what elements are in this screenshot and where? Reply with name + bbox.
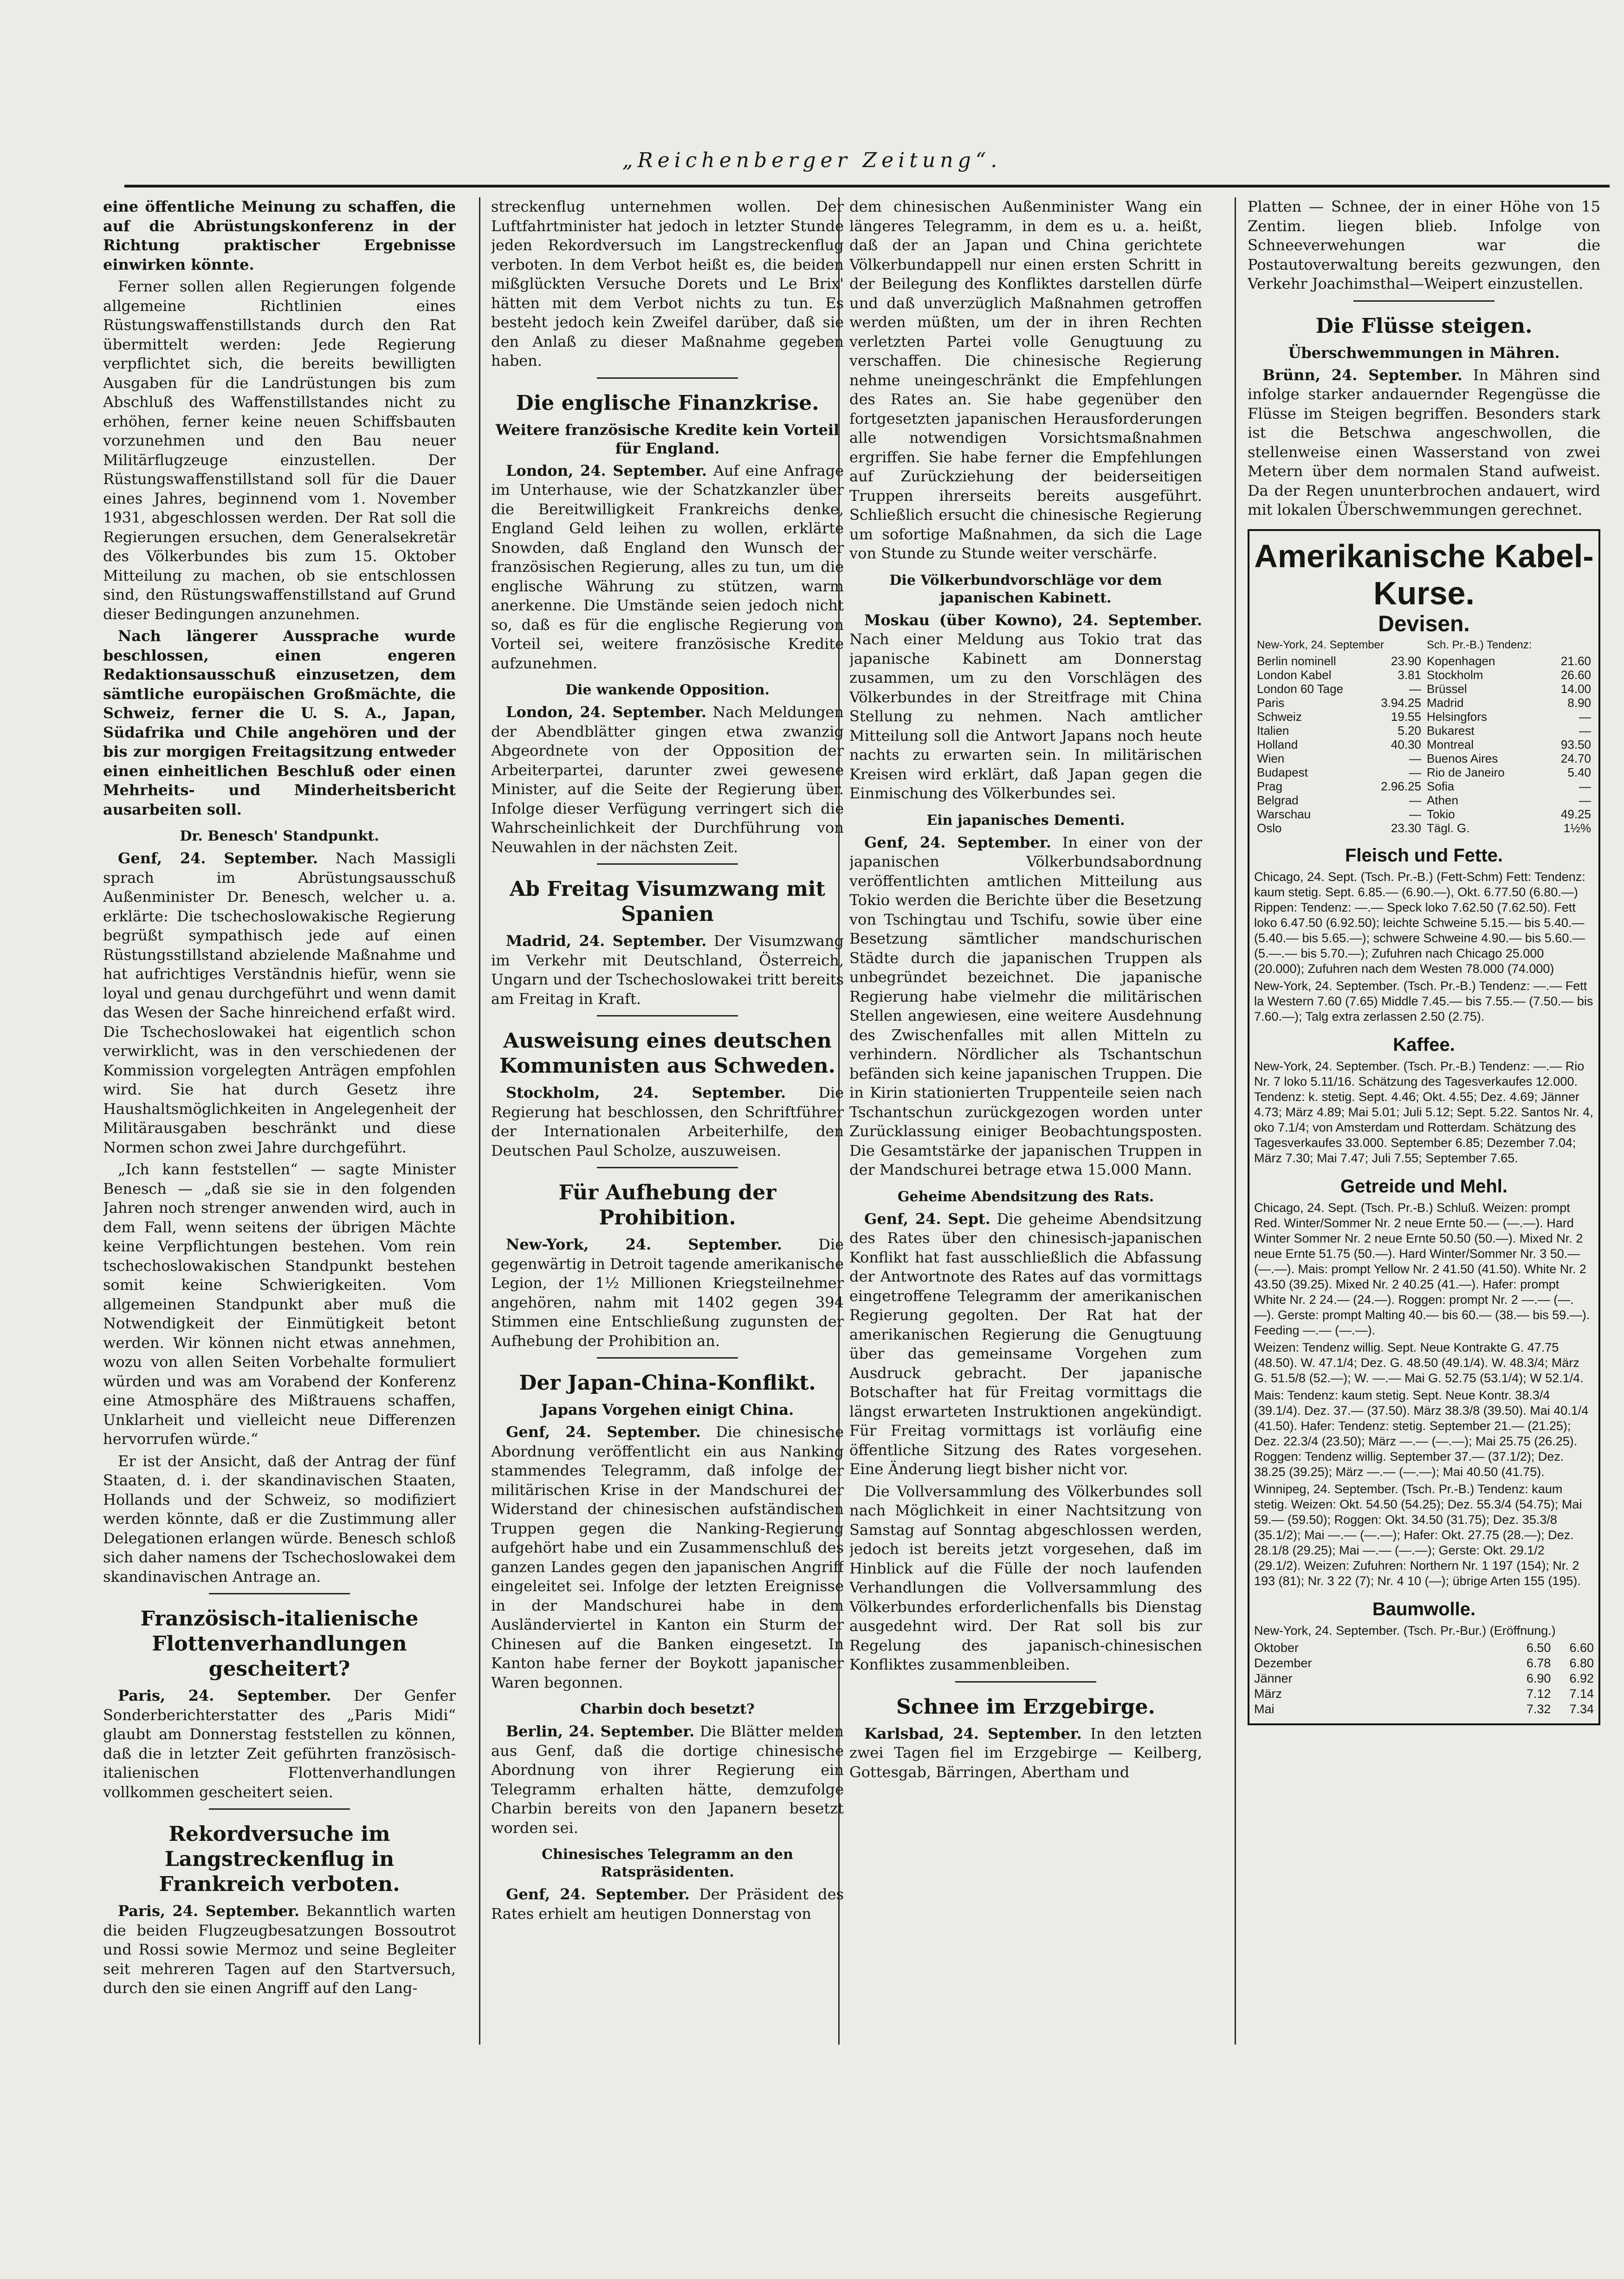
article-text: Die Vollversammlung des Völkerbundes soll nach Möglichkeit in einer Nachtsitzung von Samstag auf Sonntag abgeschlossen werden, jedoch ist bereits jetzt vorgesehen, daß im Hinblick auf die Fülle der noch laufenden Verhandlungen die Vollversammlung des Völkerbundes erforderlichenfalls bis Dienstag ausgedehnt wird. Der Rat soll bis zur Regelung des japanisch-chinesischen Konfliktes zusammenbleiben.: [849, 1482, 1202, 1673]
cotton-month: Mai: [1254, 1702, 1275, 1716]
cotton-month: März: [1254, 1687, 1282, 1701]
fx-label: Helsingfors: [1427, 710, 1488, 724]
article-text: Genf, 24. Sept. Die geheime Abendsitzung des Rates über den chinesisch-japanischen Konflikt hat fast ausschließlich die Abfassung der Antwortnote des Rates auf das vormittags eingetroffene Telegramm der amerikanischen Regierung gegolten. Der Rat hat der amerikanischen Regierung die Genugtuung über das gemeinsame Vorgehen zum Ausdruck gebracht. Der japanische Botschafter hat für Freitag vormittags die längst erwarteten Instruktionen angekündigt. Für Freitag vormittags ist vorläufig eine öffentliche Sitzung des Rates vorgesehen. Eine Änderung liegt bisher nicht vor.: [849, 1210, 1202, 1478]
subheading: Weitere französische Kredite kein Vorteil für England.: [495, 421, 840, 457]
dateline: Brünn, 24. September.: [1262, 366, 1462, 384]
subheading: Überschwemmungen in Mähren.: [1288, 343, 1560, 362]
dateline: Berlin, 24. September.: [506, 1722, 695, 1740]
commodity-text: Weizen: Tendenz willig. Sept. Neue Kontrakte G. 47.75 (48.50). W. 47.1/4; Dez. G. 48.50 (49.1/4). W. 48.3/4; März G. 51.5/8 (52.—); W. —.— Mai G. 52.75 (53.1/4); W 52.1/4.: [1254, 1340, 1584, 1385]
cotton-row: [1254, 1671, 1594, 1686]
separator: [1353, 300, 1495, 302]
article-text: Er ist der Ansicht, daß der Antrag der fünf Staaten, d. i. der skandinavischen Staaten, Hollands und der Schweiz, so modifiziert werden könnte, daß er die Zustimmung aller Delegationen erlangen würde. Benesch schloß sich daher namens der Tschechoslowakei dem skandinavischen Antrage an.: [103, 1452, 456, 1586]
fx-label: Belgrad: [1257, 793, 1299, 807]
subheading: Charbin doch besetzt?: [580, 1701, 755, 1717]
fx-value: 3.81: [1398, 668, 1421, 682]
fx-row: [1427, 710, 1591, 724]
column-3: [849, 197, 1202, 2096]
fx-value: 3.94.25: [1381, 696, 1421, 710]
column-1: [103, 197, 456, 2096]
dateline: London, 24. September.: [506, 461, 707, 479]
separator: [955, 1681, 1096, 1683]
fx-value: —: [1579, 724, 1591, 738]
subheading: Geheime Abendsitzung des Rats.: [897, 1188, 1154, 1205]
fx-value: 1½%: [1563, 821, 1591, 835]
subheading: Ein japanisches Dementi.: [926, 812, 1125, 829]
article-text: Nach längerer Aussprache wurde beschlossen, einen engeren Redaktionsausschuß einzusetzen, dem sämtliche europäischen Großmächte, die Schweiz, ferner die U. S. A., Japan, Südafrika und Chile angehören und der bis zur morgigen Freitagsitzung entweder einen einheitlichen Beschluß oder einen Mehrheits- und Minderheitsbericht ausarbeiten soll.: [103, 627, 456, 818]
fx-value: 49.25: [1560, 807, 1591, 821]
headline: Die englische Finanzkrise.: [516, 391, 819, 415]
column-divider: [479, 197, 480, 2045]
fx-label: Buenos Aires: [1427, 751, 1498, 765]
fx-label: Prag: [1257, 779, 1282, 793]
separator: [209, 1808, 350, 1810]
fx-value: 14.00: [1560, 682, 1591, 696]
fx-header: Sch. Pr.-B.) Tendenz:: [1427, 639, 1532, 651]
dateline: Genf, 24. September.: [506, 1423, 701, 1441]
separator: [209, 1593, 350, 1594]
fx-value: 8.90: [1567, 696, 1591, 710]
cotton-values: 7.32 7.34: [1526, 1702, 1594, 1716]
fx-label: Oslo: [1257, 821, 1282, 835]
fx-column-left: [1254, 638, 1424, 835]
commodity-heading: Kaffee.: [1393, 1035, 1455, 1055]
fx-row: [1427, 765, 1591, 779]
dateline: New-York, 24. September.: [506, 1236, 783, 1253]
article-text: Karlsbad, 24. September. In den letzten zwei Tagen fiel im Erzgebirge — Keilberg, Gottesgab, Bärringen, Abertham und: [849, 1724, 1202, 1781]
subheading: Dr. Benesch' Standpunkt.: [180, 828, 379, 844]
market-subtitle: Devisen.: [1378, 611, 1470, 636]
commodity-text: Chicago, 24. Sept. (Tsch. Pr.-B.) (Fett-Schm) Fett: Tendenz: kaum stetig. Sept. 6.85.— (6.90.—), Okt. 6.77.50 (6.80.—) Rippen: Tendenz: —.— Speck loko 7.62.50 (7.62.50). Fett loko 6.47.50 (6.92.50); leichte Schweine 5.15.— bis 5.40.— (5.40.— bis 5.65.—); schwere Schweine 4.90.— bis 5.60.— (5.—.— bis 5.70.—); Zufuhren nach Chicago 25.000 (20.000); Zufuhren nach dem Westen 78.000 (74.000): [1254, 870, 1585, 976]
fx-label: Stockholm: [1427, 668, 1483, 682]
dateline: Stockholm, 24. September.: [506, 1084, 786, 1101]
article-text: Stockholm, 24. September. Die Regierung hat beschlossen, den Schriftführer der Internationalen Arbeiterhilfe, den Deutschen Paul Scholze, auszuweisen.: [491, 1084, 844, 1159]
fx-row: [1427, 793, 1591, 807]
fx-value: —: [1409, 765, 1421, 779]
fx-label: Bukarest: [1427, 724, 1475, 738]
fx-value: —: [1409, 807, 1421, 821]
fx-label: Paris: [1257, 696, 1285, 710]
fx-label: Budapest: [1257, 765, 1308, 779]
separator: [597, 1015, 738, 1016]
cotton-row: [1254, 1702, 1594, 1717]
article-text: Genf, 24. September. Der Präsident des Rates erhielt am heutigen Donnerstag von: [491, 1885, 844, 1923]
fx-header: New-York, 24. September: [1257, 639, 1384, 651]
fx-label: Tägl. G.: [1427, 821, 1470, 835]
fx-row: [1427, 751, 1591, 765]
cotton-row: [1254, 1686, 1594, 1702]
article-text: London, 24. September. Auf eine Anfrage im Unterhause, wie der Schatzkanzler über die Bereitwilligkeit Frankreichs denke, England Geld leihen zu wollen, erklärte Snowden, daß England den Wunsch der französischen Regierung, alles zu tun, um die englische Währung zu stützen, warm anerkenne. Die Umstände seien jedoch nicht so, daß es für die englische Regierung von Vorteil sei, weitere französische Kredite aufzunehmen.: [491, 461, 844, 672]
fx-row: [1257, 668, 1421, 682]
article-text: „Ich kann feststellen“ — sagte Minister Benesch — „daß sie sie in den folgenden Jahren noch strenger anwenden wird, auch in dem Fall, wenn seitens der übrigen Mächte keine Verpflichtungen bestehen. Vom rein tschechoslowakischen Standpunkt bestehen somit keine Schwierigkeiten. Vom allgemeinen Standpunkt aber muß die Notwendigkeit der Einmütigkeit betont werden. Wir können nicht etwas annehmen, wozu von allen Seiten Vorbehalte formuliert würden und was am Vorabend der Konferenz eine Atmosphäre des Mißtrauens schaffen, Unklarheit und vielleicht neue Differenzen hervorrufen würde.“: [103, 1160, 456, 1448]
commodity-text: Winnipeg, 24. September. (Tsch. Pr.-B.) Tendenz: kaum stetig. Weizen: Okt. 54.50 (54.25); Dez. 55.3/4 (54.75); Mai 59.— (59.50); Roggen: Okt. 34.50 (31.75); Dez. 35.3/8 (35.1/2); Mai —.— (—.—); Hafer: Okt. 27.75 (28.—); Dez. 28.1/8 (29.25); Mai —.— (—.—); Gerste: Okt. 29.1/2 (29.1/2). Weizen: Zufuhren: Northern Nr. 1 197 (154); Nr. 2 193 (81); Nr. 3 22 (7); Nr. 4 10 (—); übrige Arten 155 (195).: [1254, 1482, 1582, 1588]
dateline: Madrid, 24. September.: [506, 932, 707, 950]
commodity-heading: Fleisch und Fette.: [1345, 845, 1503, 866]
fx-row: [1427, 807, 1591, 821]
separator: [597, 863, 738, 865]
fx-row: [1257, 779, 1421, 793]
fx-row: [1427, 654, 1591, 668]
fx-label: Schweiz: [1257, 710, 1302, 724]
fx-label: Italien: [1257, 724, 1289, 738]
fx-value: 23.30: [1391, 821, 1421, 835]
headline: Ausweisung eines deutschen Kommunisten aus Schweden.: [499, 1029, 835, 1078]
column-4: [1248, 197, 1600, 2096]
article-text: Genf, 24. September. Nach Massigli sprach im Abrüstungsausschuß Außenminister Dr. Benesch, welcher u. a. erklärte: Die tschechoslowakische Regierung begrüßt sympathisch jede auf einen Rüstungsstillstand abzielende Maßnahme und hat aufrichtiges Verständnis hiefür, wenn sie loyal und genau durchgeführt und wenn damit das Wesen der Sache hinreichend erfaßt wird. Die Tschechoslowakei hat eigentlich schon verwirklicht, was in den verschiedenen der Kommission vorgelegten Anträgen empfohlen wird. Sie hat durch Gesetz ihre Haushaltsmöglichkeiten in Angelegenheit der Militärausgaben beschränkt und diese Normen schon zwei Jahre durchgeführt.: [103, 849, 456, 1156]
fx-row: [1427, 696, 1591, 710]
fx-table: [1254, 638, 1594, 835]
subheading: Chinesisches Telegramm an den Ratspräsidenten.: [542, 1846, 793, 1880]
headline: Rekordversuche im Langstreckenflug in Frankreich verboten.: [159, 1822, 400, 1896]
article-text: Paris, 24. September. Bekanntlich warten die beiden Flugzeugbesatzungen Bossoutrot und Rossi sowie Mermoz und seine Begleiter seit mehreren Tagen auf den Startversuch, durch den sie einen Angriff auf den Lang-: [103, 1902, 456, 1997]
fx-value: —: [1409, 793, 1421, 807]
fx-label: Berlin nominell: [1257, 654, 1336, 668]
fx-value: —: [1579, 793, 1591, 807]
fx-row: [1257, 654, 1421, 668]
article-text: Moskau (über Kowno), 24. September. Nach einer Meldung aus Tokio trat das japanische Kabinett am Donnerstag zusammen, um zu den Vorschlägen des Völkerbundes in der Streitfrage mit China Stellung zu nehmen. Nach amtlicher Mitteilung soll die Antwort Japans noch heute nachts zu erwarten sein. In militärischen Kreisen wird erklärt, daß Japan gegen die Einmischung des Völkerbundes sei.: [849, 611, 1202, 802]
article-text: Berlin, 24. September. Die Blätter melden aus Genf, daß die dortige chinesische Abordnung von ihrer Regierung ein Telegramm erhalten hätte, demzufolge Charbin bereits von den Japanern besetzt worden sei.: [491, 1722, 844, 1837]
cotton-month: Jänner: [1254, 1671, 1293, 1685]
fx-value: —: [1579, 779, 1591, 793]
cotton-month: Oktober: [1254, 1641, 1299, 1655]
cotton-values: 6.90 6.92: [1526, 1671, 1594, 1685]
commodity-heading: Getreide und Mehl.: [1340, 1176, 1508, 1197]
dateline: London, 24. September.: [506, 703, 707, 721]
fx-row: [1427, 682, 1591, 696]
fx-label: Kopenhagen: [1427, 654, 1495, 668]
article-text: New-York, 24. September. Die gegenwärtig in Detroit tagende amerikanische Legion, der 1½ Millionen Kriegsteilnehmer angehören, nahm mit 1402 gegen 394 Stimmen eine Entschließung zugunsten der Aufhebung der Prohibition an.: [491, 1236, 844, 1350]
cotton-values: 6.50 6.60: [1526, 1641, 1594, 1655]
fx-label: Madrid: [1427, 696, 1464, 710]
dateline: Genf, 24. September.: [864, 833, 1051, 851]
fx-label: Brüssel: [1427, 682, 1467, 696]
fx-column-right: [1424, 638, 1594, 835]
masthead-rule: [124, 185, 1610, 188]
headline: Schnee im Erzgebirge.: [896, 1695, 1155, 1719]
commodity-section: [1254, 844, 1594, 1717]
separator: [597, 1167, 738, 1168]
commodity-heading: Baumwolle.: [1372, 1599, 1476, 1619]
dateline: Genf, 24. September.: [118, 849, 318, 867]
article-text: eine öffentliche Meinung zu schaffen, die auf die Abrüstungskonferenz in der Richtung praktischer Ergebnisse einwirken könnte.: [103, 198, 456, 273]
fx-row: [1257, 751, 1421, 765]
fx-value: 2.96.25: [1381, 779, 1421, 793]
column-divider: [1235, 197, 1236, 2045]
fx-row: [1257, 696, 1421, 710]
fx-row: [1257, 807, 1421, 821]
fx-label: Holland: [1257, 738, 1298, 751]
dateline: Genf, 24. September.: [506, 1885, 690, 1903]
article-text: Genf, 24. September. Die chinesische Abordnung veröffentlicht ein aus Nanking stammendes Telegramm, daß infolge der militärischen Krise in der Mandschurei der Widerstand der chinesischen aufständischen Truppen gegen die Nanking-Regierung aufgehört habe und ein Zusammenschluß des ganzen Landes gegen den japanischen Angriff eingeleitet sei. Infolge der letzten Ereignisse in der Mandschurei habe in dem Ausländerviertel in Kanton ein Sturm der Chinesen auf die Banken eingesetzt. In Kanton habe ferner der Boykott japanischer Waren begonnen.: [491, 1423, 844, 1691]
column-2: [491, 197, 844, 2096]
fx-value: 24.70: [1560, 751, 1591, 765]
article-text: Madrid, 24. September. Der Visumzwang im Verkehr mit Deutschland, Österreich, Ungarn und der Tschechoslowakei tritt bereits am Freitag in Kraft.: [491, 932, 844, 1008]
fx-value: 40.30: [1391, 738, 1421, 751]
fx-value: 21.60: [1560, 654, 1591, 668]
separator: [597, 377, 738, 379]
headline: Die Flüsse steigen.: [1315, 314, 1533, 338]
article-text: London, 24. September. Nach Meldungen der Abendblätter gingen etwa zwanzig Abgeordnete von der Opposition der Arbeiterpartei, darunter zwei gewesene Minister, auf die Seite der Regierung über. Infolge dieser Verfügung verringert sich die Wahrscheinlichkeit der Durchführung von Neuwahlen in der nächsten Zeit.: [491, 703, 844, 856]
fx-row: [1257, 710, 1421, 724]
fx-label: London Kabel: [1257, 668, 1332, 682]
market-box: [1248, 529, 1600, 1726]
fx-label: Warschau: [1257, 807, 1311, 821]
dateline: Paris, 24. September.: [118, 1687, 331, 1704]
fx-row: [1427, 668, 1591, 682]
masthead: „Reichenberger Zeitung“.: [622, 149, 1002, 172]
fx-value: 26.60: [1560, 668, 1591, 682]
headline: Französisch-italienische Flottenverhandlungen gescheitert?: [140, 1607, 419, 1681]
fx-row: [1257, 793, 1421, 807]
subheading: Die wankende Opposition.: [565, 682, 770, 698]
headline: Für Aufhebung der Prohibition.: [558, 1181, 776, 1230]
commodity-text: New-York, 24. September. (Tsch. Pr.-B.) Tendenz: —.— Rio Nr. 7 loko 5.11/16. Schätzung des Tagesverkaufes 12.000. Tendenz: k. stetig. Sept. 4.46; Okt. 4.55; Dez. 4.69; Jänner 4.73; März 4.89; Mai 5.01; Juli 5.12; Sept. 5.22. Santos Nr. 4, oko 7.1/4; von Amsterdam und Rotterdam. Schätzung des Tagesverkaufes 33.000. September 6.85; Dezember 7.04; März 7.30; Mai 7.47; Juli 7.55; September 7.65.: [1254, 1059, 1593, 1165]
dateline: Paris, 24. September.: [118, 1902, 300, 1920]
article-text: Brünn, 24. September. In Mähren sind infolge starker andauernder Regengüsse die Flüsse im Steigen begriffen. Besonders stark ist die Betschwa angeschwollen, die stellenweise einen Wasserstand von zwei Metern über dem normalen Stand aufweist. Da der Regen ununterbrochen andauert, wird mit lokalen Überschwemmungen gerechnet.: [1248, 366, 1600, 518]
fx-row: [1257, 765, 1421, 779]
cotton-month: Dezember: [1254, 1656, 1312, 1670]
commodity-text: Chicago, 24. Sept. (Tsch. Pr.-B.) Schluß. Weizen: prompt Red. Winter/Sommer Nr. 2 neue Ernte 50.— (—.—). Hard Winter Sommer Nr. 2 neue Ernte 50.50 (50.—). Mixed Nr. 2 neue Ernte 51.75 (50.—). Hard Winter/Sommer Nr. 3 50.— (—.—). Mais: prompt Yellow Nr. 2 41.50 (41.50). White Nr. 2 43.50 (39.25). Mixed Nr. 2 40.25 (41.—). Hafer: prompt White Nr. 2 24.— (24.—). Roggen: prompt Nr. 2 —.— (—.—). Gerste: prompt Malting 40.— bis 60.— (38.— bis 59.—). Feeding —.— (—.—).: [1254, 1201, 1590, 1337]
article-text: dem chinesischen Außenminister Wang ein längeres Telegramm, in dem es u. a. heißt, daß der an Japan und China gerichtete Völkerbundappell nur einen ersten Schritt in der Beilegung des Konfliktes darstellen dürfe und daß unverzüglich Maßnahmen getroffen werden müßten, um der in ihren Rechten verletzten Partei volle Genugtuung zu verschaffen. Die chinesische Regierung nehme uneingeschränkt die Empfehlungen des Rates an. Sie habe gegenüber den fortgesetzten japanischen Herausforderungen alle notwendigen Vorsichtsmaßnahmen ergriffen. Sie habe ferner die Empfehlungen auf Zurückziehung der beiderseitigen Truppen ihrerseits bereits ausgeführt. Schließlich ersucht die chinesische Regierung um sofortige Maßnahmen, da sich die Lage von Stunde zu Stunde weiter verschärfe.: [849, 198, 1202, 562]
article-text: Ferner sollen allen Regierungen folgende allgemeine Richtlinien eines Rüstungswaffenstillstands durch den Rat übermittelt werden: Jede Regierung verpflichtet sich, die bereits bewilligten Ausgaben für die Landrüstungen bis zum Abschluß des Waffenstillstandes nicht zu erhöhen, ferner keine neuen Schiffsbauten vorzunehmen und den Bau neuer Militärflugzeuge einzustellen. Der Rüstungswaffenstillstand soll für die Dauer eines Jahres, beginnend vom 1. November 1931, abgeschlossen werden. Der Rat soll die Regierungen ersuchen, dem Generalsekretär des Völkerbundes bis zum 15. Oktober Mitteilung zu machen, ob sie entschlossen sind, den Rüstungswaffenstillstand auf Grund dieser Bedingungen anzunehmen.: [103, 278, 456, 623]
fx-value: 93.50: [1560, 738, 1591, 751]
fx-label: Montreal: [1427, 738, 1474, 751]
cotton-table: [1254, 1640, 1594, 1717]
fx-value: —: [1579, 710, 1591, 724]
fx-label: Sofia: [1427, 779, 1455, 793]
dateline: Karlsbad, 24. September.: [864, 1724, 1082, 1742]
cotton-row: [1254, 1640, 1594, 1656]
fx-label: London 60 Tage: [1257, 682, 1344, 696]
fx-value: —: [1409, 751, 1421, 765]
separator: [597, 1357, 738, 1359]
article-text: streckenflug unternehmen wollen. Der Luftfahrtminister hat jedoch in letzter Stunde jeden Rekordversuch im Langstreckenflug verboten. In dem Verbot heißt es, die beiden mißglückten Versuche Dorets und Le Brix' hätten mit dem Verbot nichts zu tun. Es besteht jedoch kein Zweifel darüber, daß sie den Anlaß zu dieser Maßnahme gegeben haben.: [491, 198, 844, 369]
dateline: Genf, 24. Sept.: [864, 1210, 990, 1228]
article-text: Genf, 24. September. In einer von der japanischen Völkerbundsabordnung veröffentlichten amtlichen Mitteilung aus Tokio werden die Berichte über die Besetzung von Tschingtau und Tschifu, sowie über eine Besetzung sämtlicher mandschurischen Städte durch die japanischen Truppen als unbegründet bezeichnet. Die japanische Regierung habe vielmehr die militärischen Stellen angewiesen, eine weitere Ausdehnung des Zwischenfalles mit allen Mitteln zu verhindern. Nördlicher als Tschantschun befänden sich keine japanischen Truppen. Die in Kirin stationierten Truppenteile seien nach Tschantschun zurückgezogen worden unter Zurücklassung einiger Beobachtungsposten. Die Gesamtstärke der japanischen Truppen in der Mandschurei betrage etwa 15.000 Mann.: [849, 833, 1202, 1178]
commodity-text: New-York, 24. September. (Tsch. Pr.-Bur.) (Eröffnung.): [1254, 1624, 1556, 1638]
fx-row: [1427, 724, 1591, 738]
article-text: Paris, 24. September. Der Genfer Sonderberichterstatter des „Paris Midi“ glaubt am Donnerstag feststellen zu können, daß die in letzter Zeit geführten französisch-italienischen Flottenverhandlungen vollkommen gescheitert seien.: [103, 1687, 456, 1801]
fx-value: 5.40: [1567, 765, 1591, 779]
fx-label: Rio de Janeiro: [1427, 765, 1505, 779]
fx-value: —: [1409, 682, 1421, 696]
fx-value: 19.55: [1391, 710, 1421, 724]
fx-row: [1257, 682, 1421, 696]
headline: Ab Freitag Visumzwang mit Spanien: [510, 877, 825, 926]
cotton-row: [1254, 1656, 1594, 1671]
headline: Der Japan-China-Konflikt.: [519, 1371, 816, 1395]
article-text: Platten — Schnee, der in einer Höhe von 15 Zentim. liegen blieb. Infolge von Schneeverwehungen war die Postautoverwaltung bereits gezwungen, den Verkehr Joachimsthal—Weipert einzustellen.: [1248, 198, 1600, 292]
dateline: Moskau (über Kowno), 24. September.: [864, 611, 1202, 629]
market-title: Amerikanische Kabel-Kurse.: [1254, 537, 1594, 611]
fx-row: [1427, 738, 1591, 751]
fx-row: [1427, 821, 1591, 835]
cotton-values: 7.12 7.14: [1526, 1687, 1594, 1701]
fx-label: Wien: [1257, 751, 1285, 765]
fx-value: 23.90: [1391, 654, 1421, 668]
cotton-values: 6.78 6.80: [1526, 1656, 1594, 1670]
fx-label: Tokio: [1427, 807, 1455, 821]
fx-row: [1257, 724, 1421, 738]
commodity-text: New-York, 24. September. (Tsch. Pr.-B.) Tendenz: —.— Fett la Western 7.60 (7.65) Middle 7.45.— bis 7.55.— (7.50.— bis 7.60.—); Talg extra zerlassen 2.50 (2.75).: [1254, 979, 1593, 1023]
subheading: Japans Vorgehen einigt China.: [541, 1401, 794, 1418]
commodity-text: Mais: Tendenz: kaum stetig. Sept. Neue Kontr. 38.3/4 (39.1/4). Dez. 37.— (37.50). März 38.3/8 (39.50). Mai 40.1/4 (41.50). Hafer: Tendenz: stetig. September 21.— (21.25); Dez. 22.3/4 (23.50); März —.— (—.—); Mai 25.75 (26.25). Roggen: Tendenz willig. September 37.— (37.1/2); Dez. 38.25 (39.25); März —.— (—.—); Mai 40.50 (41.75).: [1254, 1388, 1589, 1479]
fx-row: [1257, 821, 1421, 835]
fx-label: Athen: [1427, 793, 1458, 807]
fx-row: [1427, 779, 1591, 793]
subheading: Die Völkerbundvorschläge vor dem japanischen Kabinett.: [889, 572, 1162, 606]
fx-value: 5.20: [1398, 724, 1421, 738]
fx-row: [1257, 738, 1421, 751]
